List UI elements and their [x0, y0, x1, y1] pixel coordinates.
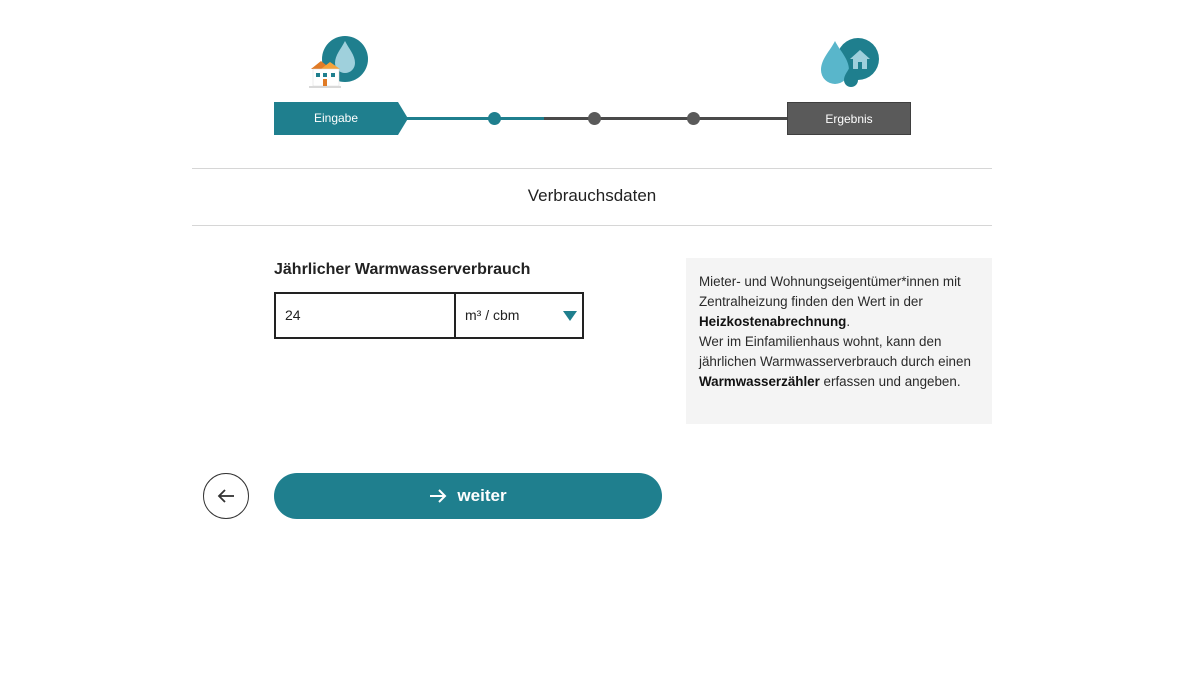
unit-select-value: m³ / cbm: [465, 307, 520, 323]
back-button[interactable]: [203, 473, 249, 519]
progress-line: [544, 117, 788, 120]
step-dot-3: [687, 112, 700, 125]
arrow-left-icon: [217, 489, 235, 503]
field-label: Jährlicher Warmwasserverbrauch: [274, 261, 531, 278]
info-text-2-end: erfassen und angeben.: [819, 374, 961, 389]
caret-down-icon: [563, 311, 577, 321]
info-box: [686, 258, 992, 424]
next-button[interactable]: [274, 473, 662, 519]
progress-line-active: [402, 117, 544, 120]
divider-bottom: [192, 225, 992, 226]
step-start-label: Eingabe: [313, 111, 359, 125]
info-text-2: Wer im Einfamilienhaus wohnt, kann den jährlichen Warmwasserverbrauch durch einen: [699, 334, 971, 369]
consumption-input-group: [274, 292, 584, 339]
consumption-input[interactable]: 24: [276, 294, 456, 337]
step-dot-2: [588, 112, 601, 125]
info-bold-2: Warmwasserzähler: [699, 374, 820, 389]
step-end-label: Ergebnis: [787, 102, 911, 135]
water-drops-house-icon: [817, 35, 881, 93]
next-button-label: weiter: [457, 486, 507, 505]
arrow-right-icon: [429, 489, 447, 503]
info-bold-1: Heizkostenabrechnung: [699, 314, 847, 329]
unit-select[interactable]: [456, 294, 582, 337]
info-text-1-end: .: [846, 314, 851, 329]
divider-top: [192, 168, 992, 169]
house-water-drop-icon: [307, 35, 373, 91]
section-title: Verbrauchsdaten: [527, 186, 657, 205]
step-dot-1: [488, 112, 501, 125]
info-text-1: Mieter- und Wohnungseigentümer*innen mit Zentralheizung finden den Wert in der: [699, 274, 961, 309]
